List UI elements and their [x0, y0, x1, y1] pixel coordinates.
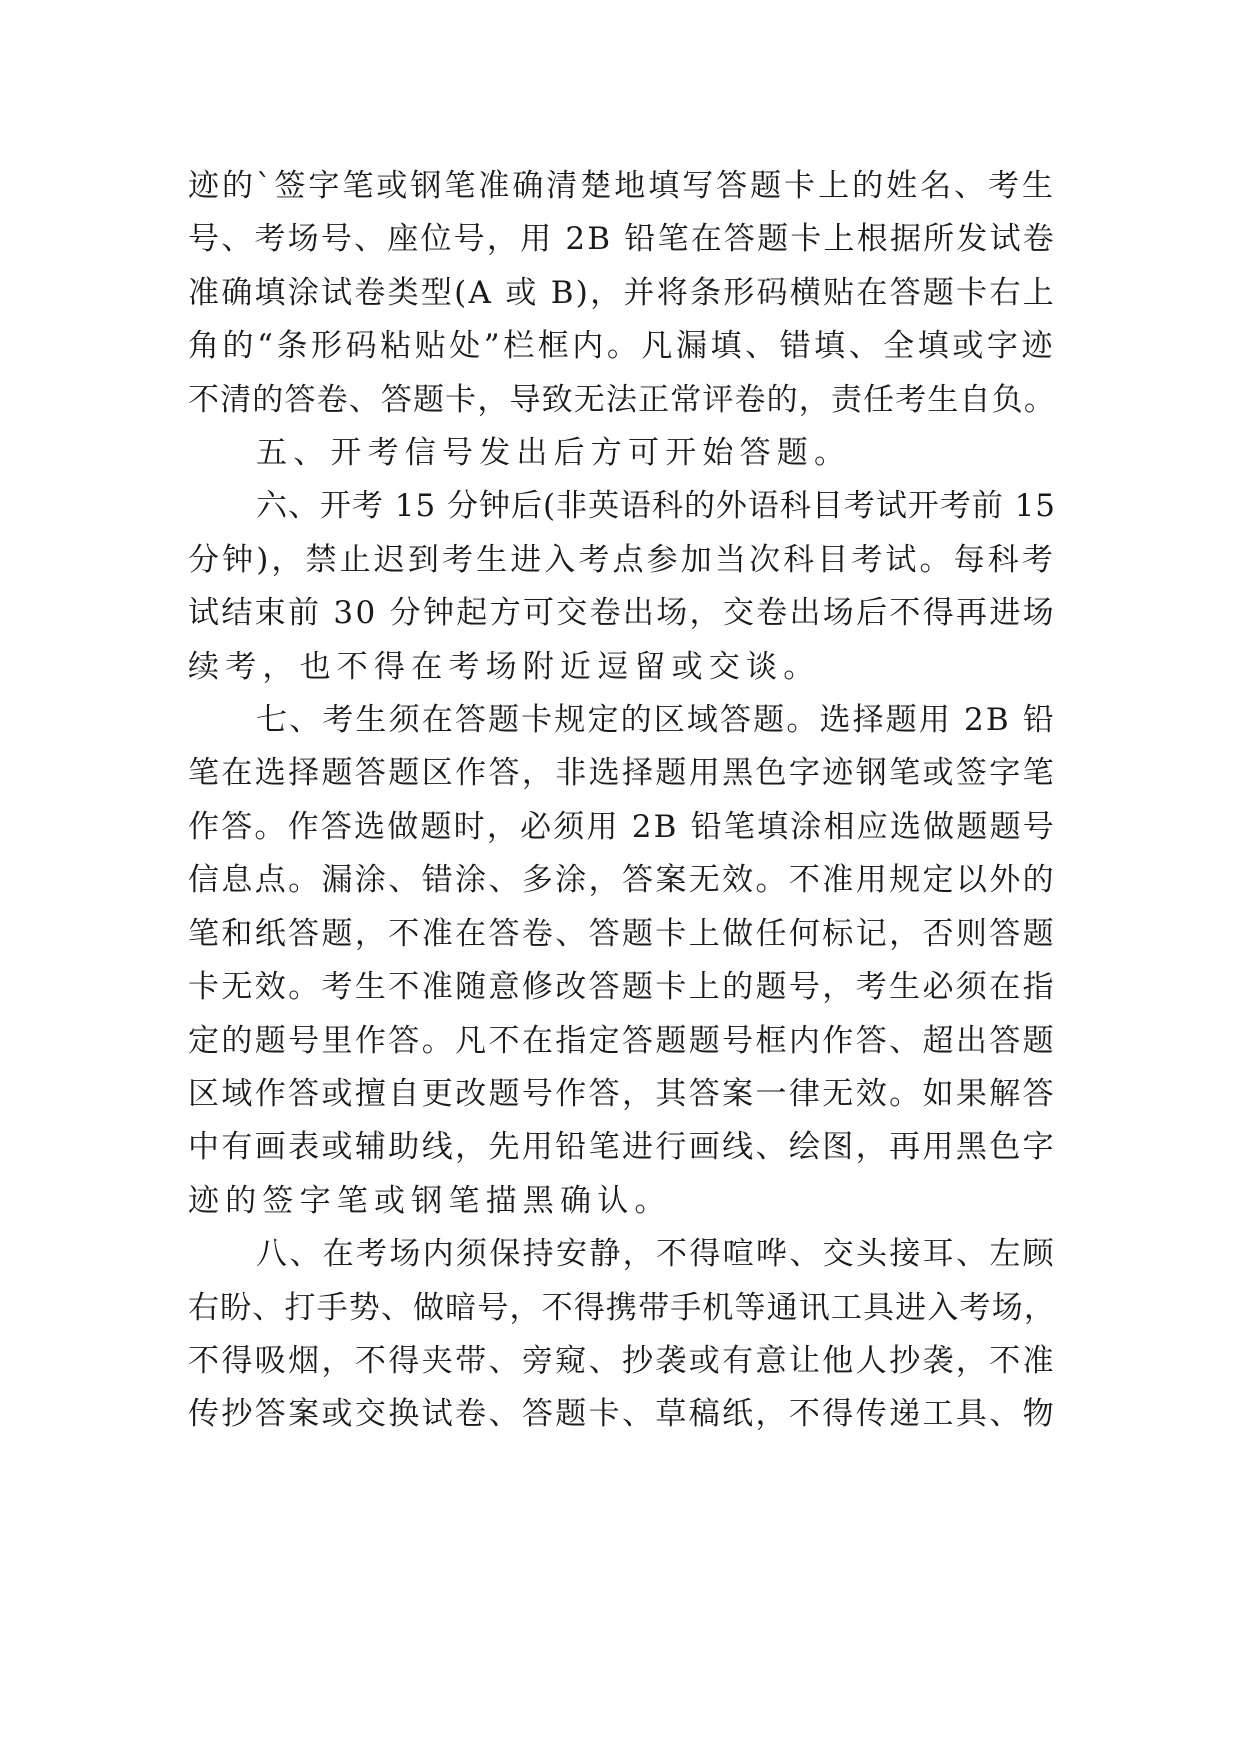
text-line: 迹的`签字笔或钢笔准确清楚地填写答题卡上的姓名、考生 [188, 168, 1056, 204]
document-page [188, 160, 1056, 1442]
text-line: 准确填涂试卷类型(A 或 B)，并将条形码横贴在答题卡右上 [188, 274, 1056, 311]
text-line: 区域作答或擅自更改题号作答，其答案一律无效。如果解答 [188, 1075, 1056, 1112]
text-line: 右盼、打手势、做暗号，不得携带手机等通讯工具进入考场， [188, 1289, 1056, 1326]
paragraph-continuation [188, 160, 1056, 427]
text-line: 笔和纸答题，不准在答卷、答题卡上做任何标记，否则答题 [188, 915, 1056, 952]
text-line: 卡无效。考生不准随意修改答题卡上的题号，考生必须在指 [188, 969, 1056, 1006]
text-line: 笔在选择题答题区作答，非选择题用黑色字迹钢笔或签字笔 [188, 755, 1056, 792]
text-line: 中有画表或辅助线，先用铅笔进行画线、绘图，再用黑色字 [188, 1129, 1056, 1166]
text-line: 八、在考场内须保持安静，不得喧哗、交头接耳、左顾 [256, 1236, 1056, 1273]
text-line: 信息点。漏涂、错涂、多涂，答案无效。不准用规定以外的 [188, 862, 1056, 899]
text-line: 七、考生须在答题卡规定的区域答题。选择题用 2B 铅 [256, 702, 1056, 739]
text-line: 六、开考 15 分钟后(非英语科的外语科目考试开考前 15 [256, 488, 1056, 525]
text-line: 传抄答案或交换试卷、答题卡、草稿纸，不得传递工具、物 [188, 1396, 1056, 1433]
text-line: 分钟)，禁止迟到考生进入考点参加当次科目考试。每科考 [188, 541, 1056, 578]
paragraph-item-8 [188, 1228, 1056, 1442]
text-line: 定的题号里作答。凡不在指定答题题号框内作答、超出答题 [188, 1022, 1056, 1059]
text-line: 不得吸烟，不得夹带、旁窥、抄袭或有意让他人抄袭，不准 [188, 1342, 1056, 1379]
text-line: 不清的答卷、答题卡，导致无法正常评卷的，责任考生自负。 [188, 381, 1056, 418]
text-line: 作答。作答选做题时，必须用 2B 铅笔填涂相应选做题题号 [188, 808, 1056, 845]
text-line: 续考，也不得在考场附近逗留或交谈。 [188, 648, 821, 685]
text-line: 试结束前 30 分钟起方可交卷出场，交卷出场后不得再进场 [188, 595, 1056, 632]
text-line: 角的“条形码粘贴处”栏框内。凡漏填、错填、全填或字迹 [188, 328, 1056, 365]
text-line: 五、开考信号发出后方可开始答题。 [256, 435, 852, 472]
text-line: 迹的签字笔或钢笔描黑确认。 [188, 1182, 672, 1219]
text-line: 号、考场号、座位号，用 2B 铅笔在答题卡上根据所发试卷 [188, 221, 1056, 258]
paragraph-item-5 [188, 427, 1056, 480]
paragraph-item-7 [188, 694, 1056, 1228]
paragraph-item-6 [188, 480, 1056, 694]
